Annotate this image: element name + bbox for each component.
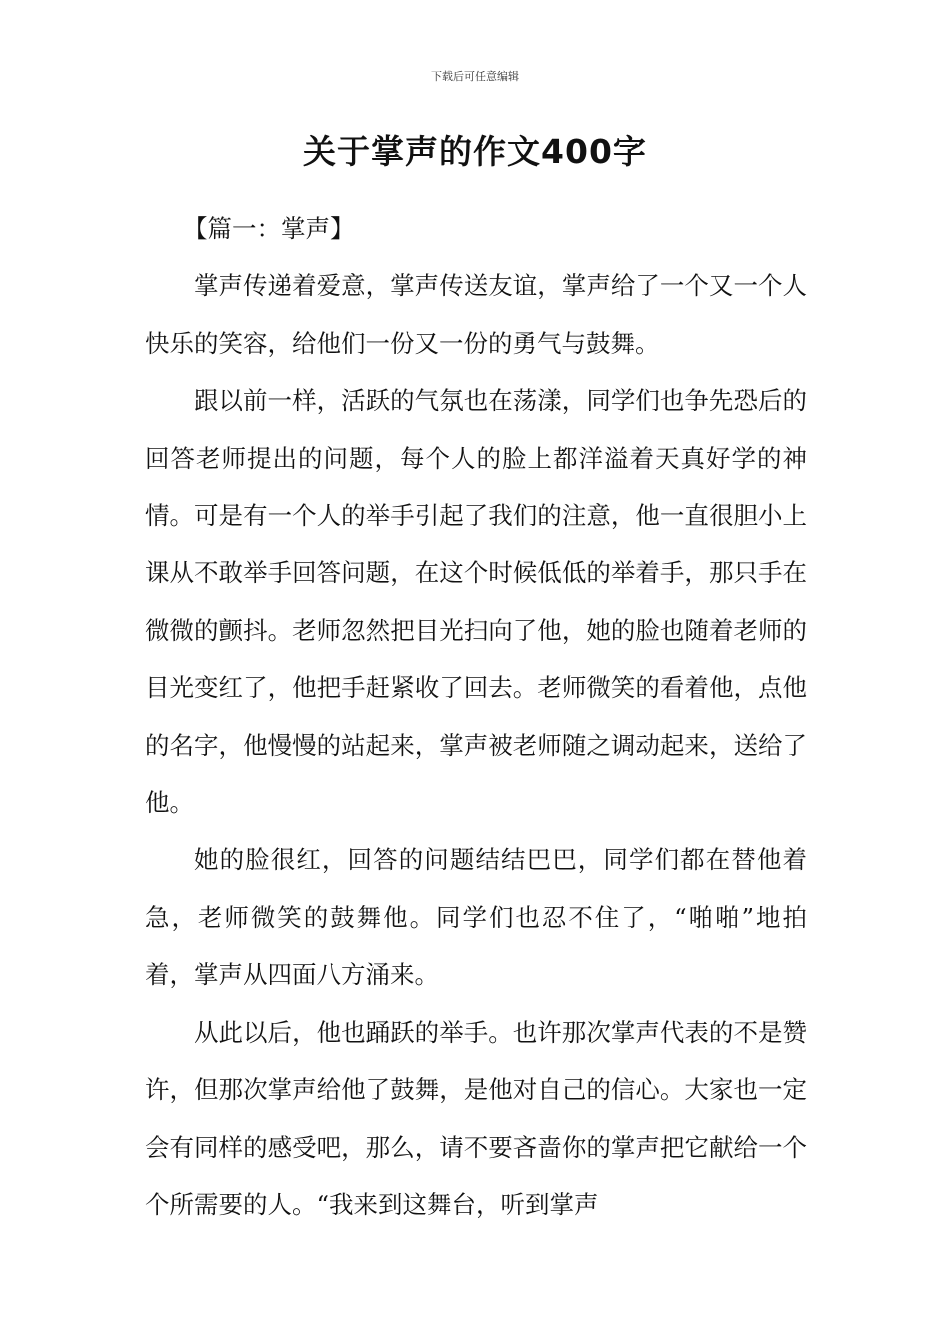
header-note: 下载后可任意编辑 — [431, 70, 519, 83]
section-heading: 【篇一：掌声】 — [183, 214, 355, 243]
document-title: 关于掌声的作文400字 — [303, 132, 647, 171]
paragraph-3: 她的脸很红，回答的问题结结巴巴，同学们都在替他着急，老师微笑的鼓舞他。同学们也忍不住了，“啪啪”地拍着，掌声从四面八方涌来。 — [145, 845, 807, 990]
paragraph-4: 从此以后，他也踊跃的举手。也许那次掌声代表的不是赞许，但那次掌声给他了鼓舞，是他对自己的信心。大家也一定会有同样的感受吧，那么，请不要吝啬你的掌声把它献给一个个所需要的人。“我来到这舞台，听到掌声 — [145, 1017, 807, 1219]
paragraph-1: 掌声传递着爱意，掌声传送友谊，掌声给了一个又一个人快乐的笑容，给他们一份又一份的勇气与鼓舞。 — [145, 271, 807, 358]
document-body — [145, 200, 807, 1233]
paragraph-2: 跟以前一样，活跃的气氛也在荡漾，同学们也争先恐后的回答老师提出的问题，每个人的脸上都洋溢着天真好学的神情。可是有一个人的举手引起了我们的注意，他一直很胆小上课从不敢举手回答问题，在这个时候低低的举着手，那只手在微微的颤抖。老师忽然把目光扫向了他，她的脸也随着老师的目光变红了，他把手赶紧收了回去。老师微笑的看着他，点他的名字，他慢慢的站起来，掌声被老师随之调动起来，送给了他。 — [145, 386, 807, 818]
